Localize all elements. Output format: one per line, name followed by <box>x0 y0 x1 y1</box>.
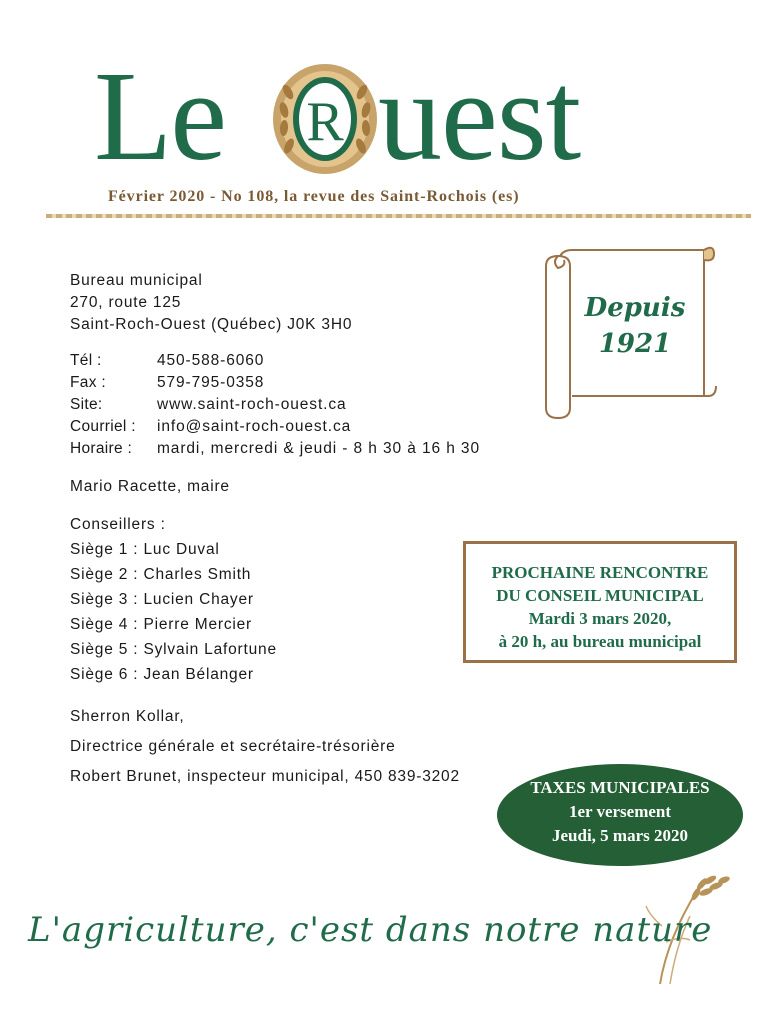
office-city: Saint-Roch-Ouest (Québec) J0K 3H0 <box>70 316 353 333</box>
taxes-installment: 1er versement <box>568 802 672 821</box>
meeting-line: DU CONSEIL MUNICIPAL <box>496 586 704 605</box>
divider-rule <box>46 214 751 218</box>
contact-label: Tél : <box>70 352 102 369</box>
council-heading: Conseillers : <box>70 516 166 533</box>
scroll-text <box>560 290 710 362</box>
contact-value: 450-588-6060 <box>157 352 265 369</box>
wheat-emblem-icon <box>270 62 380 176</box>
council-seat: Siège 2 : Charles Smith <box>70 566 252 583</box>
taxes-badge <box>497 764 743 866</box>
scroll-line: Depuis <box>584 293 686 323</box>
staff-title: Directrice générale et secrétaire-trésorière <box>70 738 396 755</box>
council-seat: Siège 3 : Lucien Chayer <box>70 591 254 608</box>
council-list <box>70 512 277 687</box>
emblem-letter: R <box>306 91 344 153</box>
contact-label: Horaire : <box>70 440 133 457</box>
council-seat: Siège 6 : Jean Bélanger <box>70 666 254 683</box>
taxes-date: Jeudi, 5 mars 2020 <box>552 826 688 845</box>
contact-row-hours <box>70 438 480 460</box>
inspector-line: Robert Brunet, inspecteur municipal, 450 839-3202 <box>70 768 460 785</box>
masthead-title-right: uest <box>378 45 581 187</box>
mayor-name: Mario Racette, maire <box>70 478 230 495</box>
meeting-date: Mardi 3 mars 2020, <box>528 609 672 628</box>
office-address <box>70 270 352 336</box>
email-link[interactable]: info@saint-roch-ouest.ca <box>157 418 352 435</box>
contact-row-website <box>70 394 480 416</box>
staff-name: Sherron Kollar, <box>70 708 185 725</box>
council-seat: Siège 4 : Pierre Mercier <box>70 616 253 633</box>
contact-value: mardi, mercredi & jeudi - 8 h 30 à 16 h 30 <box>157 440 480 457</box>
council-seat: Siège 5 : Sylvain Lafortune <box>70 641 277 658</box>
next-meeting-box <box>463 541 737 663</box>
website-link[interactable]: www.saint-roch-ouest.ca <box>157 396 347 413</box>
staff-list <box>70 702 460 792</box>
contact-row-fax <box>70 372 480 394</box>
office-name: Bureau municipal <box>70 272 203 289</box>
council-seat: Siège 1 : Luc Duval <box>70 541 220 558</box>
office-street: 270, route 125 <box>70 294 182 311</box>
contact-row-email <box>70 416 480 438</box>
contact-row-phone <box>70 350 480 372</box>
contact-label: Fax : <box>70 374 106 391</box>
taxes-title: TAXES MUNICIPALES <box>530 778 710 797</box>
contact-value: 579-795-0358 <box>157 374 265 391</box>
meeting-line: PROCHAINE RENCONTRE <box>491 563 709 582</box>
scroll-year: 1921 <box>598 329 672 359</box>
meeting-place: à 20 h, au bureau municipal <box>498 632 702 651</box>
contact-label: Site: <box>70 396 103 413</box>
contact-label: Courriel : <box>70 418 136 435</box>
masthead-title-left: Le <box>94 45 225 187</box>
slogan: L'agriculture, c'est dans notre nature <box>28 910 713 950</box>
contact-list <box>70 350 480 460</box>
issue-subtitle: Février 2020 - No 108, la revue des Saint-Rochois (es) <box>108 188 520 205</box>
